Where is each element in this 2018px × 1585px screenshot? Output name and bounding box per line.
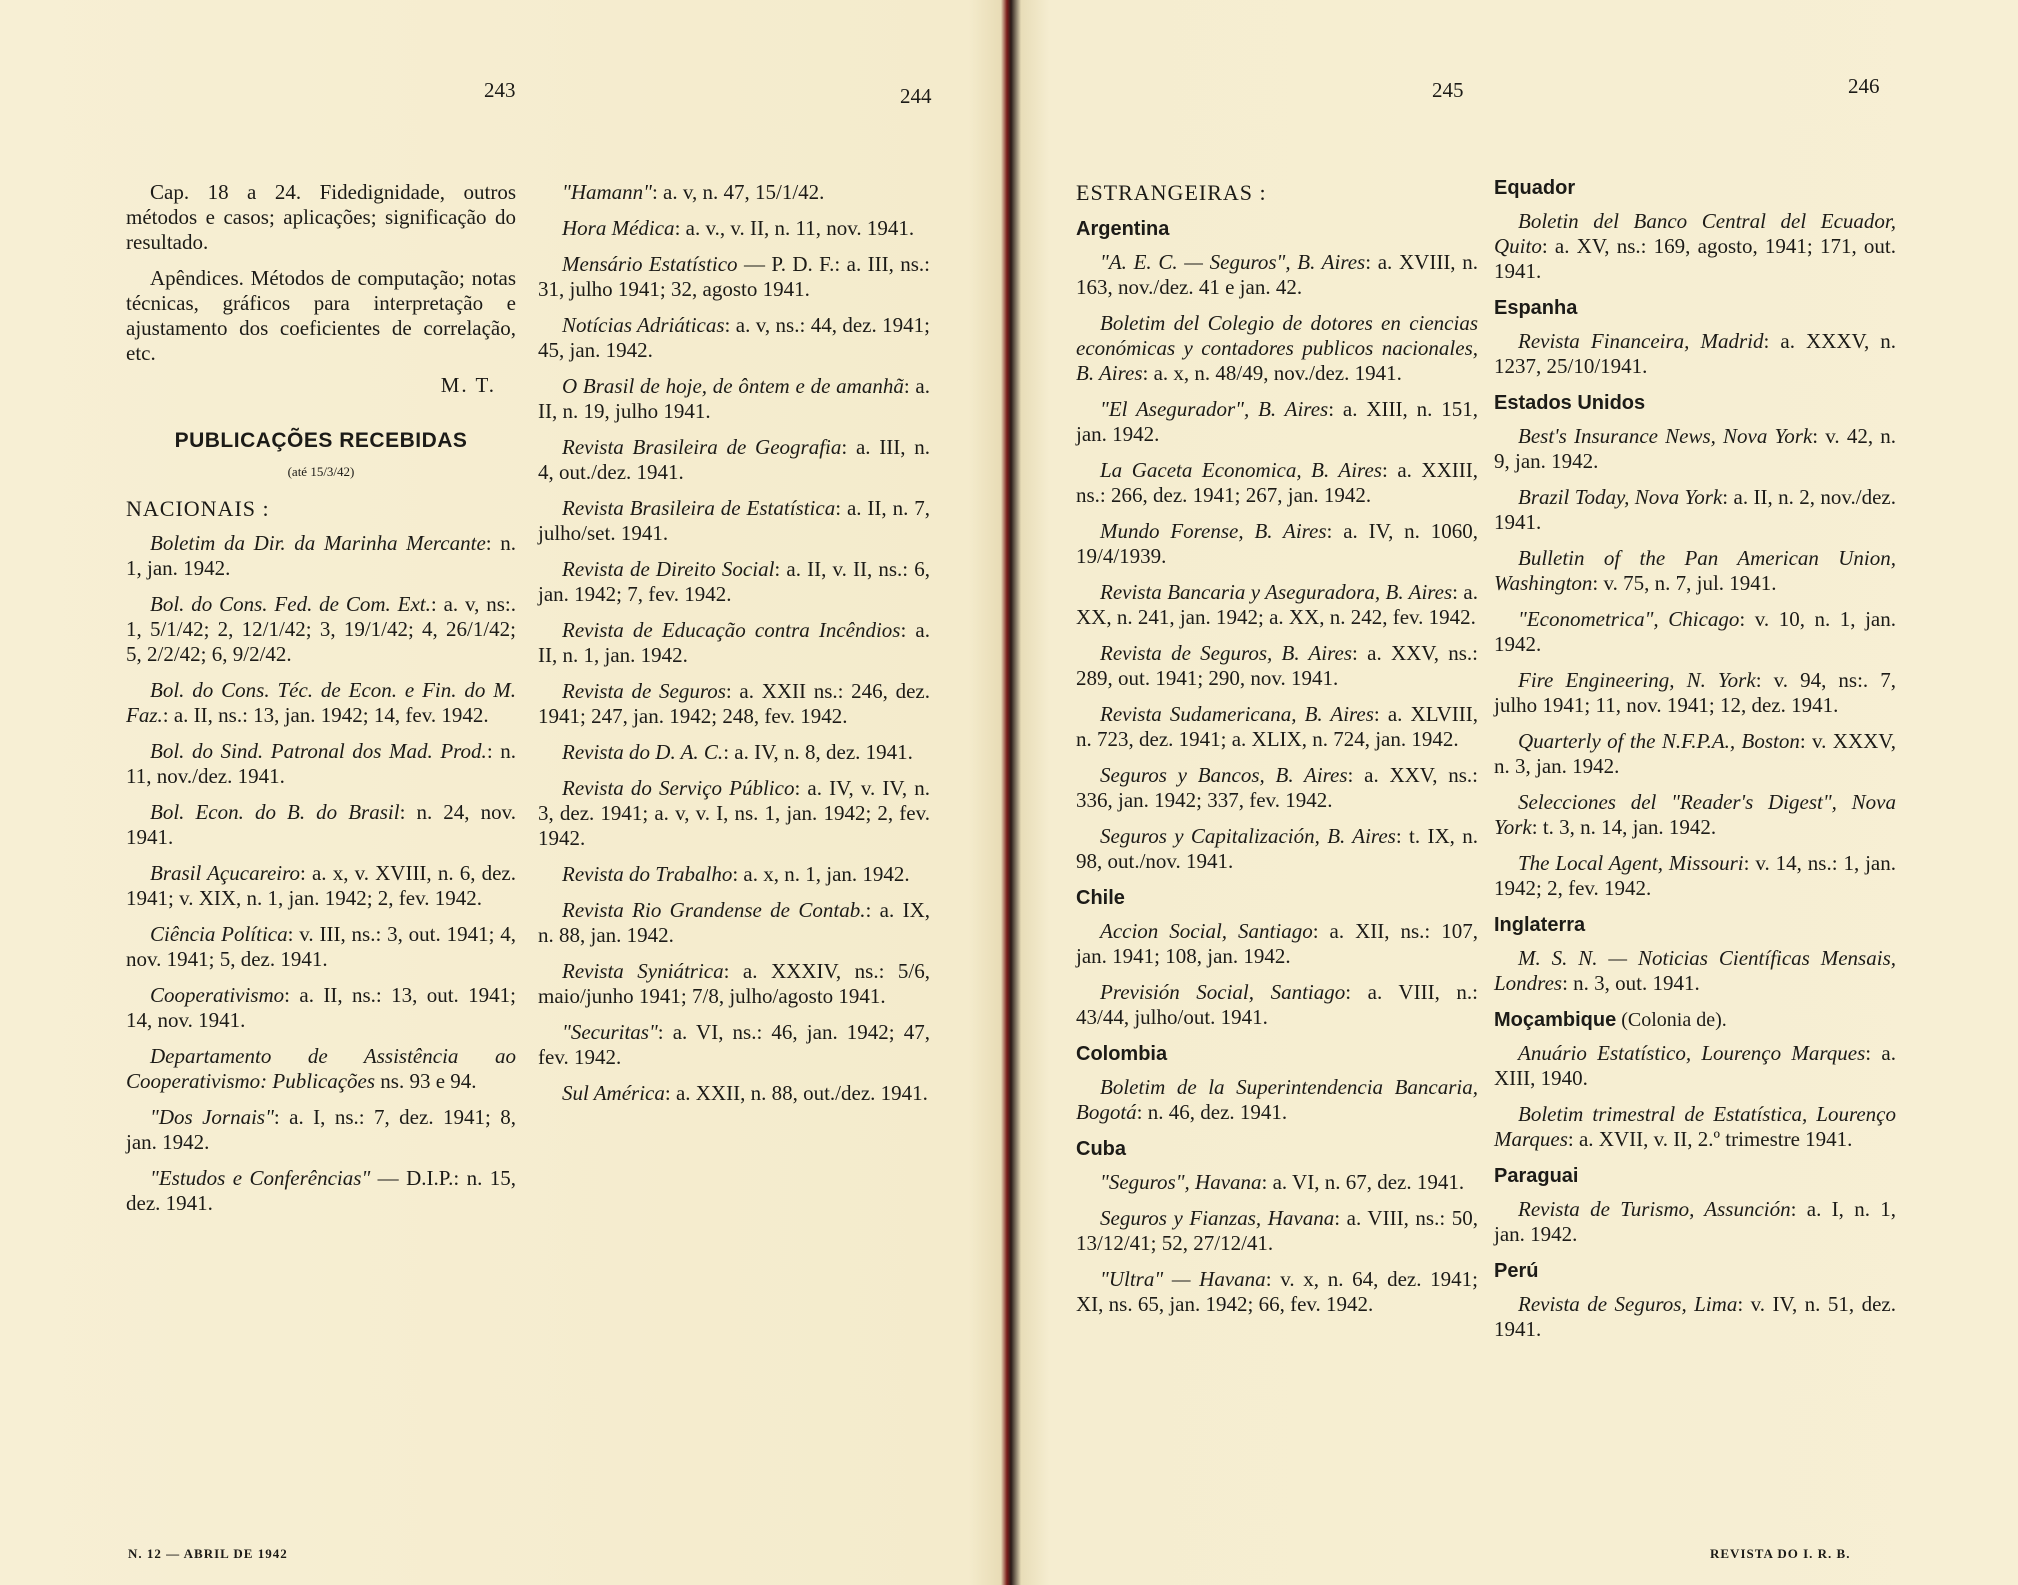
entry-details: : a. XIII, n. 151, jan. 1942. [1076, 397, 1478, 446]
bibliography-entry [538, 313, 930, 363]
bibliography-entry [1076, 980, 1478, 1030]
entry-title: Revista de Seguros, Lima [1518, 1292, 1738, 1316]
entry-details: — D.I.P.: n. 15, dez. 1941. [126, 1166, 516, 1215]
entry-title: "El Asegurador", B. Aires [1100, 397, 1329, 421]
entry-details: : a. v, ns:. 1, 5/1/42; 2, 12/1/42; 3, 19/1/42; 4, 26/1/42; 5, 2/2/42; 6, 9/2/42. [126, 592, 516, 666]
entry-title: Fire Engineering, N. York [1518, 668, 1756, 692]
entry-details: : a. XXII ns.: 246, dez. 1941; 247, jan. 1942; 248, fev. 1942. [538, 679, 930, 728]
entry-details: : a. XIII, 1940. [1494, 1041, 1896, 1090]
entry-title: Revista de Direito Social [562, 557, 775, 581]
entry-details: : a. XVII, v. II, 2.º trimestre 1941. [1567, 1127, 1853, 1151]
entry-details: : a. II, n. 19, julho 1941. [538, 374, 931, 423]
nacionais-label: NACIONAIS : [126, 496, 270, 521]
column-243 [126, 180, 516, 1227]
bibliography-entry [1494, 729, 1896, 779]
entry-details: : a. VI, ns.: 46, jan. 1942; 47, fev. 1942. [538, 1020, 930, 1069]
paragraph-appendices: Apêndices. Métodos de computação; notas técnicas, gráficos para interpretação e ajustamento dos coeficientes de correlação, etc. [126, 266, 516, 365]
entry-details: : a. I, ns.: 7, dez. 1941; 8, jan. 1942. [126, 1105, 516, 1154]
entry-title: Revista de Turismo, Assunción [1518, 1197, 1791, 1221]
entry-title: Revista Bancaria y Aseguradora, B. Aires [1100, 580, 1453, 604]
inglaterra-list [1494, 946, 1896, 996]
entry-details: : a. VI, n. 67, dez. 1941. [1261, 1170, 1465, 1194]
entry-title: Mundo Forense, B. Aires [1100, 519, 1327, 543]
eua-list [1494, 424, 1896, 901]
entry-details: : a. IV, n. 1060, 19/4/1939. [1076, 519, 1479, 568]
bibliography-entry [126, 739, 516, 789]
bibliography-entry [538, 1020, 930, 1070]
bibliography-entry [538, 618, 930, 668]
bibliography-entry [538, 557, 930, 607]
entry-title: The Local Agent, Missouri [1518, 851, 1744, 875]
entry-title: M. S. N. — Noticias Científicas Mensais, Londres [1494, 946, 1896, 995]
entry-title: Seguros y Bancos, B. Aires [1100, 763, 1348, 787]
entry-title: Boletim trimestral de Estatística, Lourenço Marques [1494, 1102, 1896, 1151]
bibliography-entry [126, 678, 516, 728]
bibliography-entry [1076, 919, 1478, 969]
bibliography-entry [126, 592, 516, 667]
country-peru: Perú [1494, 1260, 1539, 1282]
entry-details: : a. x, n. 48/49, nov./dez. 1941. [1142, 361, 1402, 385]
bibliography-entry [126, 1105, 516, 1155]
bibliography-entry [1494, 329, 1896, 379]
page-number-246: 246 [1848, 74, 1880, 98]
entry-title: Boletim del Colegio de dotores en ciencias económicas y contadores publicos nacionales, B. Aires [1076, 311, 1478, 385]
footer-journal: REVISTA DO I. R. B. [1710, 1546, 1851, 1561]
entry-details: : a. XXXIV, ns.: 5/6, maio/junho 1941; 7/8, julho/agosto 1941. [538, 959, 930, 1008]
country-eua: Estados Unidos [1494, 392, 1646, 414]
mocambique-name: Moçambique [1494, 1009, 1617, 1031]
entry-title: Cooperativismo [150, 983, 285, 1007]
entry-title: Quarterly of the N.F.P.A., Boston [1518, 729, 1800, 753]
entry-title: Notícias Adriáticas [562, 313, 725, 337]
entry-details: : a. IX, n. 88, jan. 1942. [538, 898, 930, 947]
entry-details: : a. XII, ns.: 107, jan. 1941; 108, jan. 1942. [1076, 919, 1478, 968]
bibliography-entry [126, 531, 516, 581]
country-equador: Equador [1494, 177, 1576, 199]
bibliography-entry [538, 435, 930, 485]
entry-title: "Ultra" — Havana [1100, 1267, 1266, 1291]
entry-details: : v. 75, n. 7, jul. 1941. [1592, 571, 1777, 595]
bibliography-entry [538, 1081, 930, 1106]
entry-title: "A. E. C. — Seguros", B. Aires [1100, 250, 1366, 274]
bibliography-entry [1076, 458, 1478, 508]
entry-details: ns. 93 e 94. [375, 1069, 477, 1093]
entry-details: : a. XV, ns.: 169, agosto, 1941; 171, out. 1941. [1494, 234, 1896, 283]
entry-details: : a. v., v. II, n. 11, nov. 1941. [674, 216, 915, 240]
bibliography-entry [1494, 1102, 1896, 1152]
entry-title: Revista Brasileira de Geografia [562, 435, 842, 459]
entry-details: : a. v, n. 47, 15/1/42. [651, 180, 825, 204]
entry-details: : a. II, ns.: 13, jan. 1942; 14, fev. 1942. [162, 703, 489, 727]
footer-issue: N. 12 — ABRIL DE 1942 [128, 1546, 288, 1561]
country-mocambique [1494, 1008, 1896, 1033]
bibliography-entry [538, 776, 930, 851]
bibliography-entry [1494, 790, 1896, 840]
mocambique-suffix: (Colonia de). [1616, 1009, 1727, 1031]
entry-title: Accion Social, Santiago [1100, 919, 1313, 943]
colombia-list [1076, 1075, 1478, 1125]
entry-title: Sul América [562, 1081, 665, 1105]
cuba-list [1076, 1170, 1478, 1317]
section-subheading: (até 15/3/42) [287, 464, 355, 479]
entry-title: Hora Médica [562, 216, 675, 240]
equador-list [1494, 209, 1896, 284]
country-paraguai: Paraguai [1494, 1165, 1579, 1187]
bibliography-entry [538, 959, 930, 1009]
entry-title: "Estudos e Conferências" [150, 1166, 371, 1190]
entry-details: : a. II, n. 2, nov./dez. 1941. [1494, 485, 1896, 534]
entry-title: Revista Financeira, Madrid [1518, 329, 1764, 353]
bibliography-entry [538, 679, 930, 729]
entry-title: Revista do D. A. C. [562, 740, 724, 764]
entry-details: : t. IX, n. 98, out./nov. 1941. [1076, 824, 1478, 873]
bibliography-entry [1076, 1075, 1478, 1125]
country-argentina: Argentina [1076, 218, 1170, 240]
entry-title: Bol. do Cons. Téc. de Econ. e Fin. do M. Faz. [126, 678, 516, 727]
bibliography-entry [1494, 485, 1896, 535]
entry-title: Boletim da Dir. da Marinha Mercante [150, 531, 486, 555]
entry-details: : v. x, n. 64, dez. 1941; XI, ns. 65, jan. 1942; 66, fev. 1942. [1076, 1267, 1478, 1316]
entry-details: : a. XVIII, n. 163, nov./dez. 41 e jan. 42. [1076, 250, 1478, 299]
entry-details: : a. II, n. 7, julho/set. 1941. [538, 496, 930, 545]
entry-title: Departamento de Assistência ao Cooperativismo: Publicações [126, 1044, 516, 1093]
entry-title: Revista Syniátrica [562, 959, 724, 983]
bibliography-entry [1076, 311, 1478, 386]
entry-title: Mensário Estatístico [562, 252, 738, 276]
entry-details: : a. XXII, n. 88, out./dez. 1941. [664, 1081, 928, 1105]
bibliography-entry [538, 180, 930, 205]
bibliography-entry [1494, 668, 1896, 718]
bibliography-entry [126, 922, 516, 972]
entry-title: Seguros y Fianzas, Havana [1100, 1206, 1335, 1230]
entry-details: : n. 46, dez. 1941. [1136, 1100, 1288, 1124]
entry-details: : a. XX, n. 241, jan. 1942; a. XX, n. 242, fev. 1942. [1076, 580, 1478, 629]
bibliography-entry [538, 252, 930, 302]
bibliography-entry [1076, 824, 1478, 874]
peru-list [1494, 1292, 1896, 1342]
entry-details: : a. x, v. XVIII, n. 6, dez. 1941; v. XIX, n. 1, jan. 1942; 2, fev. 1942. [126, 861, 516, 910]
bibliography-entry [1076, 580, 1478, 630]
entry-title: Brazil Today, Nova York [1518, 485, 1723, 509]
entry-title: Revista de Educação contra Incêndios [562, 618, 901, 642]
nacionais-list-part2 [538, 180, 930, 1106]
entry-details: : a. IV, v. IV, n. 3, dez. 1941; a. v, v. I, ns. 1, jan. 1942; 2, fev. 1942. [538, 776, 930, 850]
entry-details: : v. 14, ns.: 1, jan. 1942; 2, fev. 1942. [1494, 851, 1896, 900]
entry-title: "Dos Jornais" [150, 1105, 274, 1129]
entry-title: Brasil Açucareiro [150, 861, 301, 885]
entry-details: : a. x, n. 1, jan. 1942. [732, 862, 910, 886]
entry-details: — P. D. F.: a. III, ns.: 31, julho 1941; 32, agosto 1941. [538, 252, 930, 301]
entry-title: La Gaceta Economica, B. Aires [1100, 458, 1382, 482]
entry-title: Seguros y Capitalización, B. Aires [1100, 824, 1396, 848]
entry-details: : n. 24, nov. 1941. [126, 800, 516, 849]
bibliography-entry [538, 216, 930, 241]
page-number-244: 244 [900, 84, 932, 108]
bibliography-entry [126, 1166, 516, 1216]
entry-title: Revista do Serviço Público [562, 776, 795, 800]
paraguai-list [1494, 1197, 1896, 1247]
paragraph-chapters: Cap. 18 a 24. Fidedignidade, outros métodos e casos; aplicações; significação do resultado. [126, 180, 516, 254]
entry-details: : n. 1, jan. 1942. [126, 531, 516, 580]
bibliography-entry [538, 496, 930, 546]
entry-title: Ciência Política [150, 922, 288, 946]
bibliography-entry [126, 983, 516, 1033]
chile-list [1076, 919, 1478, 1030]
column-246 [1494, 176, 1896, 1353]
entry-title: Boletim de la Superintendencia Bancaria, Bogotá [1076, 1075, 1478, 1124]
country-inglaterra: Inglaterra [1494, 914, 1586, 936]
entry-title: Boletin del Banco Central del Ecuador, Quito [1494, 209, 1896, 258]
mocambique-list [1494, 1041, 1896, 1152]
bibliography-entry [1076, 1206, 1478, 1256]
entry-title: "Econometrica", Chicago [1518, 607, 1740, 631]
estrangeiras-label: ESTRANGEIRAS : [1076, 180, 1267, 205]
entry-details: : a. II, ns.: 13, out. 1941; 14, nov. 1941. [126, 983, 516, 1032]
bibliography-entry [538, 862, 930, 887]
bibliography-entry [1494, 209, 1896, 284]
bibliography-entry [1076, 641, 1478, 691]
country-espanha: Espanha [1494, 297, 1578, 319]
entry-title: "Seguros", Havana [1100, 1170, 1262, 1194]
entry-details: : a. VIII, ns.: 50, 13/12/41; 52, 27/12/41. [1076, 1206, 1478, 1255]
entry-title: Revista de Seguros [562, 679, 726, 703]
page-number-243: 243 [484, 78, 516, 102]
entry-title: Revista do Trabalho [562, 862, 733, 886]
bibliography-entry [1494, 546, 1896, 596]
entry-details: : a. v, ns.: 44, dez. 1941; 45, jan. 1942. [538, 313, 930, 362]
entry-title: Previsión Social, Santiago [1100, 980, 1346, 1004]
entry-title: Best's Insurance News, Nova York [1518, 424, 1813, 448]
entry-details: : v. 94, ns:. 7, julho 1941; 11, nov. 1941; 12, dez. 1941. [1494, 668, 1896, 717]
entry-details: : a. II, n. 1, jan. 1942. [538, 618, 930, 667]
bibliography-entry [1494, 607, 1896, 657]
bibliography-entry [1494, 1292, 1896, 1342]
entry-details: : a. I, n. 1, jan. 1942. [1494, 1197, 1896, 1246]
entry-title: Bulletin of the Pan American Union, Washington [1494, 546, 1896, 595]
country-cuba: Cuba [1076, 1138, 1126, 1160]
bibliography-entry [1076, 397, 1478, 447]
bibliography-entry [1076, 250, 1478, 300]
section-heading: PUBLICAÇÕES RECEBIDAS [174, 429, 468, 452]
entry-title: Revista Rio Grandense de Contab. [562, 898, 866, 922]
entry-title: Selecciones del "Reader's Digest", Nova York [1494, 790, 1896, 839]
entry-title: Revista de Seguros, B. Aires [1100, 641, 1353, 665]
entry-details: : v. 42, n. 9, jan. 1942. [1494, 424, 1896, 473]
page-number-245: 245 [1432, 78, 1464, 102]
bibliography-entry [538, 740, 930, 765]
entry-details: : a. XXV, ns.: 336, jan. 1942; 337, fev. 1942. [1076, 763, 1479, 812]
entry-details: : a. XLVIII, n. 723, dez. 1941; a. XLIX, n. 724, jan. 1942. [1076, 702, 1478, 751]
entry-details: : v. III, ns.: 3, out. 1941; 4, nov. 1941; 5, dez. 1941. [126, 922, 516, 971]
entry-details: : n. 11, nov./dez. 1941. [126, 739, 516, 788]
entry-details: : n. 3, out. 1941. [1562, 971, 1700, 995]
bibliography-entry [1076, 702, 1478, 752]
entry-details: : a. II, v. II, ns.: 6, jan. 1942; 7, fev. 1942. [538, 557, 930, 606]
entry-details: : t. 3, n. 14, jan. 1942. [1531, 815, 1717, 839]
left-page [0, 0, 1000, 1585]
entry-title: Bol. Econ. do B. do Brasil [150, 800, 400, 824]
entry-details: : a. VIII, n.: 43/44, julho/out. 1941. [1076, 980, 1478, 1029]
entry-details: : a. IV, n. 8, dez. 1941. [723, 740, 913, 764]
bibliography-entry [126, 1044, 516, 1094]
bibliography-entry [1494, 946, 1896, 996]
entry-title: O Brasil de hoje, de ôntem e de amanhã [562, 374, 904, 398]
bibliography-entry [1076, 1170, 1478, 1195]
entry-details: : a. XXIII, ns.: 266, dez. 1941; 267, jan. 1942. [1076, 458, 1478, 507]
entry-details: : a. XXXV, n. 1237, 25/10/1941. [1494, 329, 1896, 378]
espanha-list [1494, 329, 1896, 379]
author-signature: M. T. [440, 373, 496, 397]
entry-details: : a. XXV, ns.: 289, out. 1941; 290, nov. 1941. [1076, 641, 1479, 690]
entry-title: Revista Sudamericana, B. Aires [1100, 702, 1374, 726]
column-245 [1076, 180, 1478, 1328]
column-244 [538, 180, 930, 1117]
entry-title: "Securitas" [562, 1020, 658, 1044]
bibliography-entry [1494, 851, 1896, 901]
entry-title: Bol. do Cons. Fed. de Com. Ext. [150, 592, 431, 616]
argentina-list [1076, 250, 1478, 874]
entry-details: : a. III, n. 4, out./dez. 1941. [538, 435, 930, 484]
entry-details: : v. XXXV, n. 3, jan. 1942. [1494, 729, 1896, 778]
entry-details: : v. 10, n. 1, jan. 1942. [1494, 607, 1896, 656]
bibliography-entry [1494, 1041, 1896, 1091]
country-colombia: Colombia [1076, 1043, 1168, 1065]
bibliography-entry [126, 800, 516, 850]
entry-details: : v. IV, n. 51, dez. 1941. [1494, 1292, 1896, 1341]
bibliography-entry [1076, 763, 1478, 813]
nacionais-list-part1 [126, 531, 516, 1216]
entry-title: Revista Brasileira de Estatística [562, 496, 836, 520]
bibliography-entry [538, 374, 930, 424]
bibliography-entry [1076, 1267, 1478, 1317]
bibliography-entry [538, 898, 930, 948]
right-page [1010, 0, 2018, 1585]
bibliography-entry [126, 861, 516, 911]
bibliography-entry [1494, 424, 1896, 474]
entry-title: Bol. do Sind. Patronal dos Mad. Prod. [150, 739, 487, 763]
entry-title: "Hamann" [562, 180, 652, 204]
country-chile: Chile [1076, 887, 1125, 909]
entry-title: Anuário Estatístico, Lourenço Marques [1518, 1041, 1866, 1065]
bibliography-entry [1076, 519, 1478, 569]
bibliography-entry [1494, 1197, 1896, 1247]
